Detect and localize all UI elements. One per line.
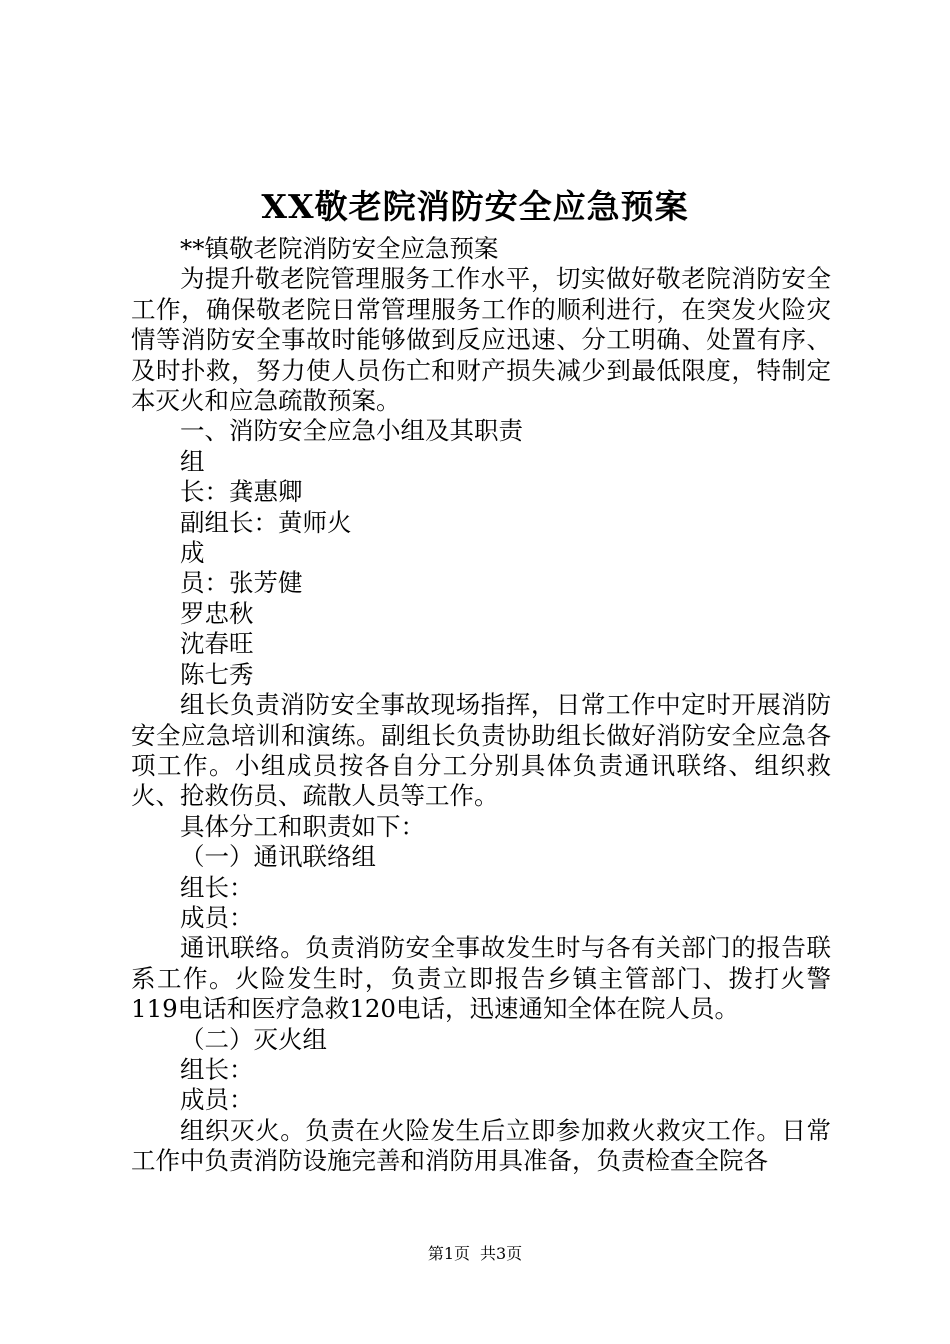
paragraph-line: 成员： — [180, 902, 254, 932]
paragraph-line: 沈春旺 — [180, 629, 254, 659]
paragraph-line: 组 — [180, 446, 205, 476]
page-footer — [0, 1243, 950, 1265]
paragraph-line: 员：张芳健 — [180, 568, 303, 598]
paragraph-line: 具体分工和职责如下： — [180, 811, 425, 841]
paragraph-line: 成员： — [180, 1085, 254, 1115]
subsection-heading-1: （一）通讯联络组 — [180, 842, 376, 872]
section-heading-1: 一、消防安全应急小组及其职责 — [180, 416, 523, 446]
page-number-current: 第1页 — [427, 1244, 470, 1263]
paragraph-line: 成 — [180, 538, 205, 568]
page-number-total: 共3页 — [480, 1244, 523, 1263]
paragraph-line: 组长： — [180, 872, 254, 902]
paragraph-duties: 组长负责消防安全事故现场指挥，日常工作中定时开展消防安全应急培训和演练。副组长负责协助组长做好消防安全应急各项工作。小组成员按各自分工分别具体负责通讯联络、组织救火、抢救伤员、疏散人员等工作。 — [131, 690, 831, 811]
paragraph-line: 陈七秀 — [180, 659, 254, 689]
paragraph-firefighting: 组织灭火。负责在火险发生后立即参加救火救灾工作。日常工作中负责消防设施完善和消防用具准备，负责检查全院各 — [131, 1115, 831, 1176]
paragraph-communication: 通讯联络。负责消防安全事故发生时与各有关部门的报告联系工作。火险发生时，负责立即报告乡镇主管部门、拨打火警119电话和医疗急救120电话，迅速通知全体在院人员。 — [131, 933, 831, 1024]
document-title: XX敬老院消防安全应急预案 — [261, 187, 689, 226]
paragraph-line: 副组长：黄师火 — [180, 507, 352, 537]
document-body — [131, 234, 831, 1177]
subsection-heading-2: （二）灭火组 — [180, 1024, 327, 1054]
paragraph-subtitle: **镇敬老院消防安全应急预案 — [180, 234, 499, 263]
paragraph-line: 组长： — [180, 1054, 254, 1084]
paragraph-intro: 为提升敬老院管理服务工作水平，切实做好敬老院消防安全工作，确保敬老院日常管理服务工作的顺利进行，在突发火险灾情等消防安全事故时能够做到反应迅速、分工明确、处置有序、及时扑救，努力使人员伤亡和财产损失减少到最低限度，特制定本灭火和应急疏散预案。 — [131, 264, 831, 416]
paragraph-line: 长：龚惠卿 — [180, 477, 303, 507]
paragraph-line: 罗忠秋 — [180, 598, 254, 628]
